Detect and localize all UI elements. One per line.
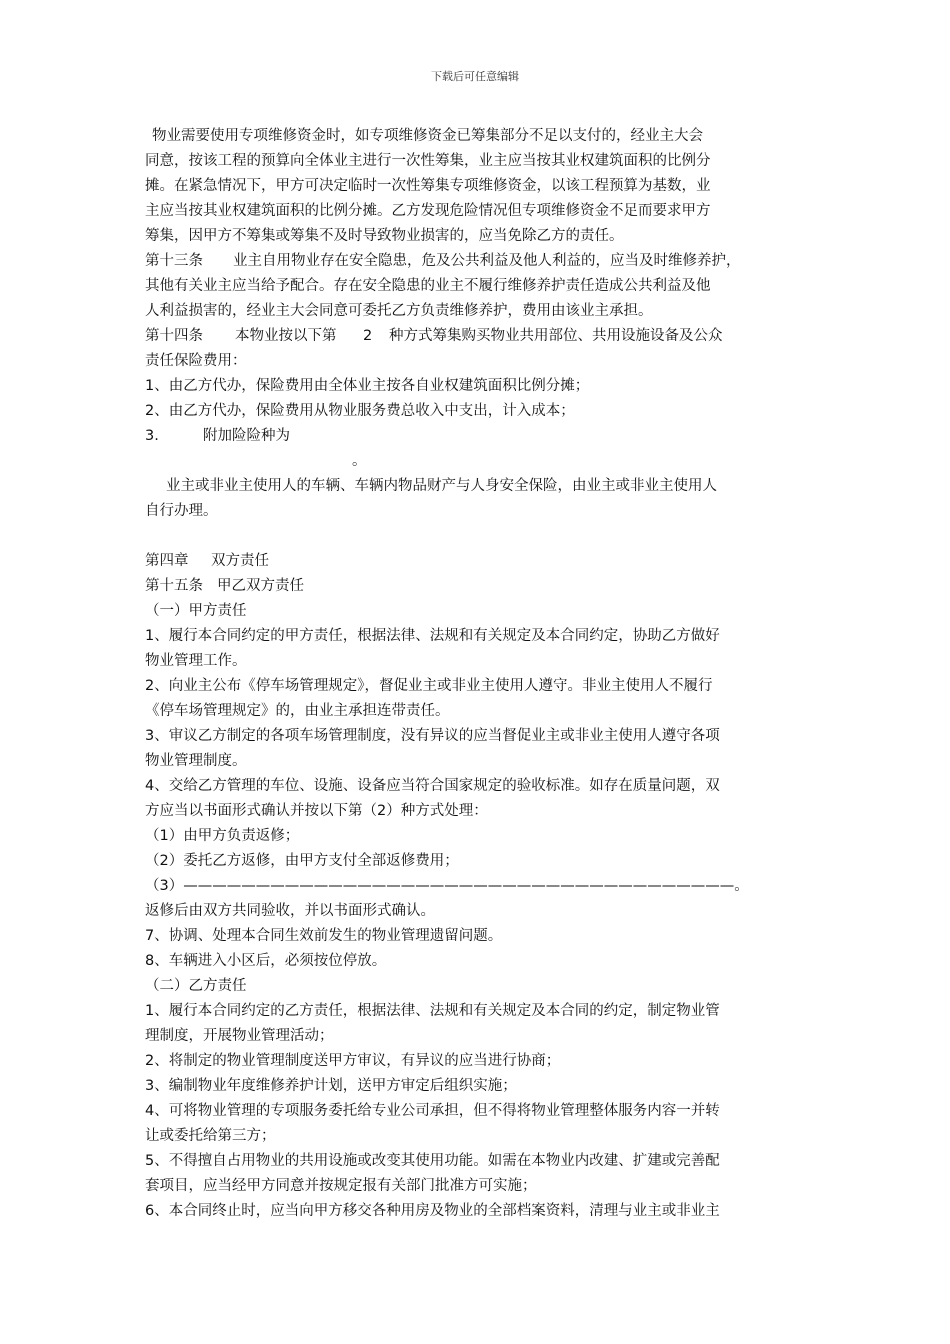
section-heading: （二）乙方责任 <box>145 978 247 994</box>
list-item: 4、交给乙方管理的车位、设施、设备应当符合国家规定的验收标准。如存在质量问题，双 <box>145 778 720 794</box>
article-14-text: 本物业按以下第 <box>235 328 337 344</box>
sub-item-blank: （3）——————————————————————————————————————。 <box>145 878 749 894</box>
section-heading: （一）甲方责任 <box>145 603 247 619</box>
paragraph-line: 返修后由双方共同验收，并以书面形式确认。 <box>145 903 435 919</box>
article-15-line <box>145 574 815 599</box>
list-item: 4、可将物业管理的专项服务委托给专业公司承担，但不得将物业管理整体服务内容一并转 <box>145 1103 720 1119</box>
paragraph-line: 人利益损害的，经业主大会同意可委托乙方负责维修养护，费用由该业主承担。 <box>145 303 653 319</box>
list-item: 1、由乙方代办，保险费用由全体业主按各自业权建筑面积比例分摊； <box>145 378 590 394</box>
sub-item: （1）由甲方负责返修； <box>145 828 300 844</box>
article-15-title: 甲乙双方责任 <box>217 578 304 594</box>
article-14-rest: 种方式筹集购买物业共用部位、共用设施设备及公众 <box>389 328 723 344</box>
list-item: 2、向业主公布《停车场管理规定》，督促业主或非业主使用人遵守。非业主使用人不履行 <box>145 678 713 694</box>
list-item: 3、审议乙方制定的各项车场管理制度，没有异议的应当督促业主或非业主使用人遵守各项 <box>145 728 720 744</box>
article-13-text: 业主自用物业存在安全隐患，危及公共利益及他人利益的，应当及时维修养护， <box>233 253 741 269</box>
list-item: 1、履行本合同约定的乙方责任，根据法律、法规和有关规定及本合同的约定，制定物业管 <box>145 1003 720 1019</box>
paragraph-line: 物业管理制度。 <box>145 753 247 769</box>
blank-period: 。 <box>352 453 367 469</box>
paragraph-line: 物业需要使用专项维修资金时，如专项维修资金已筹集部分不足以支付的，经业主大会 <box>152 128 703 144</box>
list-item: 5、不得擅自占用物业的共用设施或改变其使用功能。如需在本物业内改建、扩建或完善配 <box>145 1153 720 1169</box>
list-text: 附加险险种为 <box>203 428 290 444</box>
article-14-option: 2 <box>363 328 373 344</box>
list-item: 7、协调、处理本合同生效前发生的物业管理遗留问题。 <box>145 928 503 944</box>
paragraph-line: 物业管理工作。 <box>145 653 247 669</box>
article-14-line <box>145 324 815 349</box>
article-13-label: 第十三条 <box>145 253 203 269</box>
page-header: 下载后可任意编辑 <box>431 70 519 83</box>
article-13-line <box>145 249 815 274</box>
paragraph-line: 理制度，开展物业管理活动； <box>145 1028 334 1044</box>
paragraph-line: 摊。在紧急情况下，甲方可决定临时一次性筹集专项维修资金，以该工程预算为基数，业 <box>145 178 711 194</box>
paragraph-line: 业主或非业主使用人的车辆、车辆内物品财产与人身安全保险，由业主或非业主使用人 <box>166 478 717 494</box>
list-item: 2、由乙方代办，保险费用从物业服务费总收入中支出，计入成本； <box>145 403 575 419</box>
paragraph-line: 主应当按其业权建筑面积的比例分摊。乙方发现危险情况但专项维修资金不足而要求甲方 <box>145 203 711 219</box>
paragraph-line: 方应当以书面形式确认并按以下第（2）种方式处理： <box>145 803 488 819</box>
paragraph-line: 《停车场管理规定》的，由业主承担连带责任。 <box>145 703 450 719</box>
document-body <box>145 124 815 1224</box>
paragraph-line: 同意，按该工程的预算向全体业主进行一次性筹集，业主应当按其业权建筑面积的比例分 <box>145 153 711 169</box>
list-item: 1、履行本合同约定的甲方责任，根据法律、法规和有关规定及本合同约定，协助乙方做好 <box>145 628 720 644</box>
list-item: 6、本合同终止时，应当向甲方移交各种用房及物业的全部档案资料，清理与业主或非业主 <box>145 1203 720 1219</box>
sub-item: （2）委托乙方返修，由甲方支付全部返修费用； <box>145 853 459 869</box>
list-item: 8、车辆进入小区后，必须按位停放。 <box>145 953 387 969</box>
list-number: 3. <box>145 428 159 444</box>
article-15-label: 第十五条 <box>145 578 203 594</box>
chapter-title: 双方责任 <box>211 553 269 569</box>
paragraph-line: 其他有关业主应当给予配合。存在安全隐患的业主不履行维修养护责任造成公共利益及他 <box>145 278 711 294</box>
paragraph-line: 自行办理。 <box>145 503 218 519</box>
paragraph-line: 让或委托给第三方； <box>145 1128 276 1144</box>
paragraph-line: 筹集，因甲方不筹集或筹集不及时导致物业损害的，应当免除乙方的责任。 <box>145 228 624 244</box>
list-item: 3、编制物业年度维修养护计划，送甲方审定后组织实施； <box>145 1078 517 1094</box>
chapter-label: 第四章 <box>145 553 189 569</box>
chapter-heading <box>145 549 815 574</box>
paragraph-line: 责任保险费用： <box>145 353 247 369</box>
paragraph-line: 套项目，应当经甲方同意并按规定报有关部门批准方可实施； <box>145 1178 537 1194</box>
article-14-label: 第十四条 <box>145 328 203 344</box>
list-item: 2、将制定的物业管理制度送甲方审议，有异议的应当进行协商； <box>145 1053 561 1069</box>
list-item <box>145 424 815 449</box>
